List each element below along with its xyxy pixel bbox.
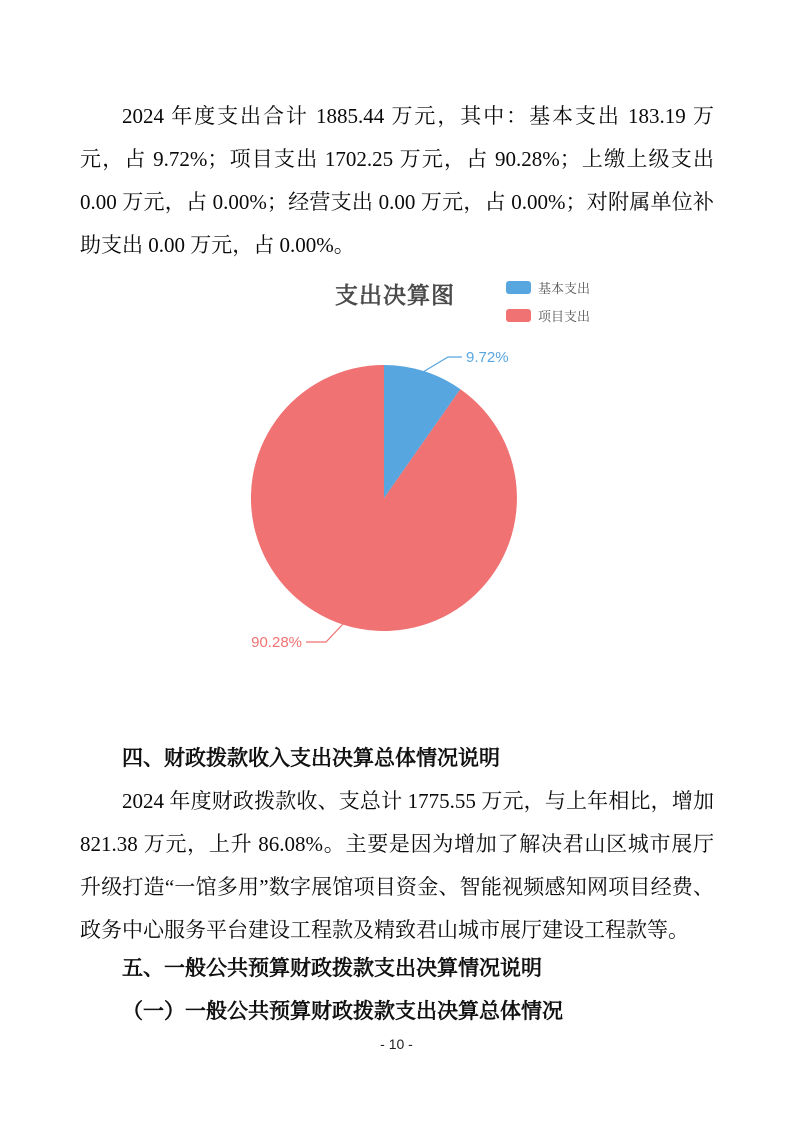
legend-item-project <box>506 306 590 325</box>
section4 <box>80 737 714 952</box>
leader-line-project <box>306 624 343 642</box>
chart-legend <box>506 278 590 325</box>
legend-label-project: 项目支出 <box>538 309 591 324</box>
pie-slice-project <box>251 365 517 631</box>
pie-label-basic: 9.72% <box>466 349 509 366</box>
chart-title: 支出决算图 <box>335 282 455 308</box>
leader-line-basic <box>423 357 462 372</box>
section5-heading: 五、一般公共预算财政拨款支出决算情况说明 <box>122 957 542 980</box>
legend-swatch-basic-icon <box>506 281 531 294</box>
section4-paragraph: 2024 年度财政拨款收、支总计 1775.55 万元，与上年相比，增加 821.38 万元，上升 86.08%。主要是因为增加了解决君山区城市展厅升级打造“一馆多用”数字展馆项目资金、智能视频感知网项目经费、政务中心服务平台建设工程款及精致君山城市展厅建设工程款等。 <box>80 789 714 942</box>
page-number: - 10 - <box>380 1036 413 1052</box>
legend-swatch-project-icon <box>506 309 531 322</box>
legend-label-basic: 基本支出 <box>538 281 591 296</box>
expenditure-summary-paragraph: 2024 年度支出合计 1885.44 万元，其中：基本支出 183.19 万元，占 9.72%；项目支出 1702.25 万元，占 90.28%；上缴上级支出 0.00 万元，占 0.00%；经营支出 0.00 万元，占 0.00%；对附属单位补助支出 0.00 万元，占 0.00%。 <box>80 104 714 257</box>
pie-chart-svg <box>80 330 714 665</box>
section5-subheading: （一）一般公共预算财政拨款支出决算总体情况 <box>122 1000 563 1023</box>
section5 <box>80 947 714 1033</box>
section4-heading: 四、财政拨款收入支出决算总体情况说明 <box>122 747 500 770</box>
legend-item-basic <box>506 278 590 297</box>
pie-label-project: 90.28% <box>251 634 302 651</box>
